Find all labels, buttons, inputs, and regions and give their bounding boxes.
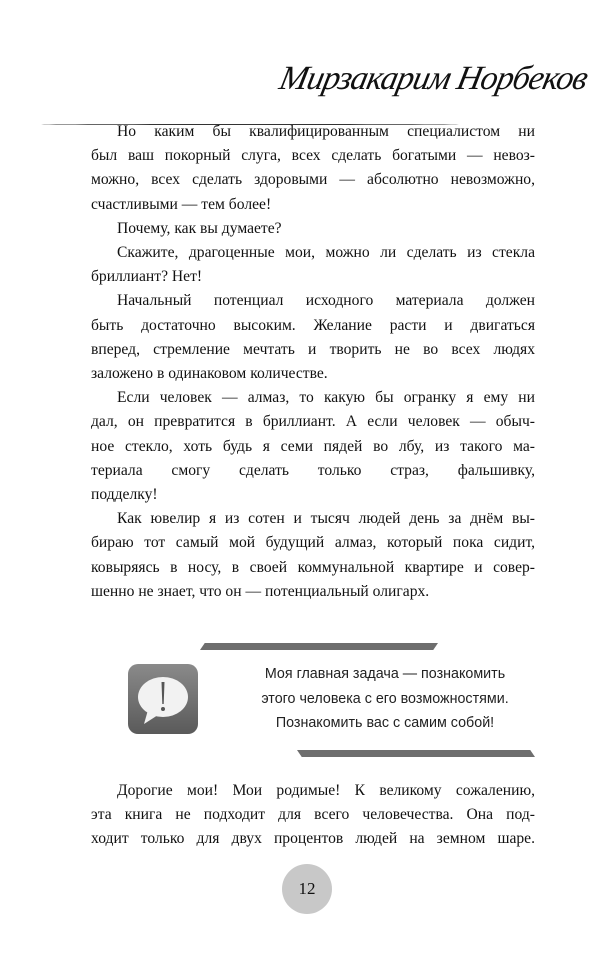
- text-line: был ваш покорный слуга, всех сделать богатыми — невоз-: [91, 147, 535, 165]
- exclamation-speech-bubble-icon: [128, 664, 198, 734]
- page-number: 12: [282, 864, 332, 914]
- text-line: Скажите, драгоценные мои, можно ли сделать из стекла: [117, 244, 535, 262]
- paragraph: [91, 289, 535, 386]
- author-signature: Мирзакарим Норбеков: [276, 60, 591, 97]
- paragraph: [91, 386, 535, 507]
- text-line: бираю тот самый мой будущий алмаз, который пока сидит,: [91, 534, 535, 552]
- text-line: ное стекло, хоть будь я семи пядей во лбу, из такого ма-: [91, 437, 535, 455]
- text-line: дал, он превратится в бриллиант. А если человек — обыч-: [91, 413, 535, 431]
- text-line: заложено в одинаковом количестве.: [91, 365, 328, 383]
- paragraph: [91, 120, 535, 217]
- text-line: можно, всех сделать здоровыми — абсолютно невозможно,: [91, 171, 535, 189]
- text-line: Дорогие мои! Мои родимые! К великому сожалению,: [117, 782, 535, 799]
- text-line: шенно не знает, что он — потенциальный олигарх.: [91, 582, 430, 600]
- text-line: быть достаточно высоким. Желание расти и двигаться: [91, 316, 535, 334]
- text-line: подделку!: [91, 486, 158, 504]
- text-line: Начальный потенциал исходного материала должен: [117, 292, 535, 310]
- callout-line: Моя главная задача — познакомить: [264, 666, 506, 682]
- paragraph: [91, 241, 535, 289]
- text-line: бриллиант? Нет!: [91, 268, 203, 286]
- text-line: счастливыми — тем более!: [91, 195, 272, 213]
- bottom-text: [91, 779, 535, 852]
- paragraph: [91, 779, 535, 852]
- text-line: ковыряясь в носу, в своей коммунальной квартире и совер-: [91, 558, 535, 576]
- text-line: вперед, стремление мечтать и творить не во всех людях: [91, 340, 535, 358]
- text-line: териала смогу сделать только страз, фальшивку,: [91, 461, 535, 479]
- callout-line: Познакомить вас с самим собой!: [275, 715, 495, 731]
- paragraph: [91, 507, 535, 604]
- callout-line: этого человека с его возможностями.: [261, 690, 509, 707]
- text-line: Как ювелир я из сотен и тысяч людей день за днём вы-: [117, 510, 535, 528]
- callout-bottom-bar: [297, 750, 535, 757]
- text-line: ходит только для двух процентов людей на земном шаре.: [91, 830, 535, 848]
- text-line: Почему, как вы думаете?: [117, 219, 282, 237]
- text-line: Если человек — алмаз, то какую бы огранку я ему ни: [117, 389, 535, 407]
- main-text: [91, 120, 535, 604]
- callout-top-bar: [200, 643, 438, 650]
- text-line: эта книга не подходит для всего человечества. Она под-: [91, 806, 535, 824]
- callout-text: [222, 662, 548, 736]
- text-line: Но каким бы квалифицированным специалистом ни: [117, 123, 535, 140]
- paragraph: [91, 217, 535, 241]
